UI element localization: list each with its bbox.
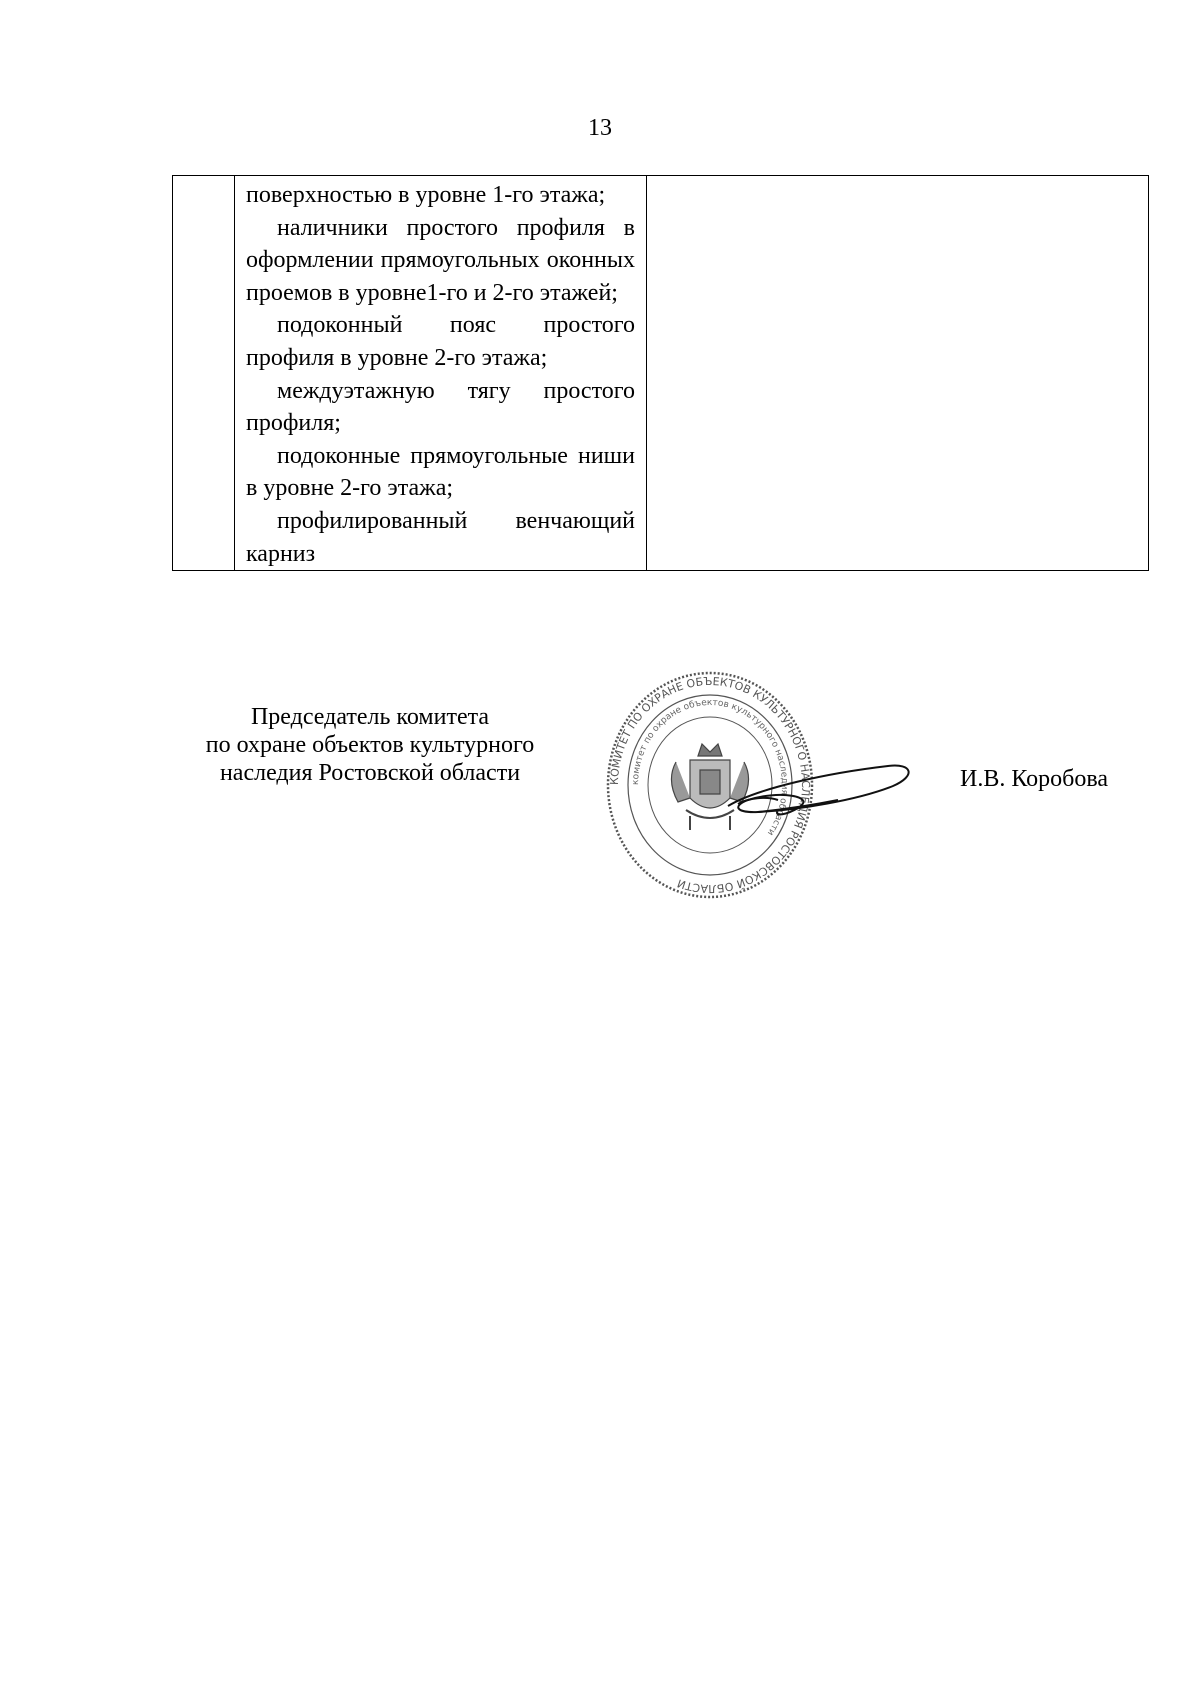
page-number: 13 [588,115,612,141]
handwritten-signature-icon [718,748,918,838]
position-line: Председатель комитета [250,704,490,730]
signatory-name: И.В. Коробова [960,766,1109,792]
table-row [173,176,1149,571]
seal-outer-text: КОМИТЕТ ПО ОХРАНЕ ОБЪЕКТОВ КУЛЬТУРНОГО НАСЛЕДИЯ РОСТОВСКОЙ ОБЛАСТИ [607,674,813,896]
description-paragraph: поверхностью в уровне 1-го этажа; [246,182,606,208]
seal-inner-text: комитет по охране объектов культурного наследия области [630,697,790,838]
description-paragraph: наличники простого профиля в оформлении прямоугольных оконных проемов в уровне1-го и 2-го этажей; [246,214,635,306]
description-paragraph: междуэтажную тягу простого профиля; [246,377,635,437]
description-paragraph: подоконный пояс простого профиля в уровне 2-го этажа; [246,312,635,371]
number-cell [173,176,235,571]
description-paragraph: подоконные прямоугольные ниши в уровне 2-го этажа; [246,442,635,502]
position-line: наследия Ростовской области [219,760,521,786]
description-paragraph: профилированный венчающий карниз [246,507,635,567]
notes-cell [647,176,1149,571]
signatory-position [160,703,580,787]
position-line: по охране объектов культурного [205,732,535,758]
objects-table [172,175,1149,571]
description-cell [235,176,647,571]
